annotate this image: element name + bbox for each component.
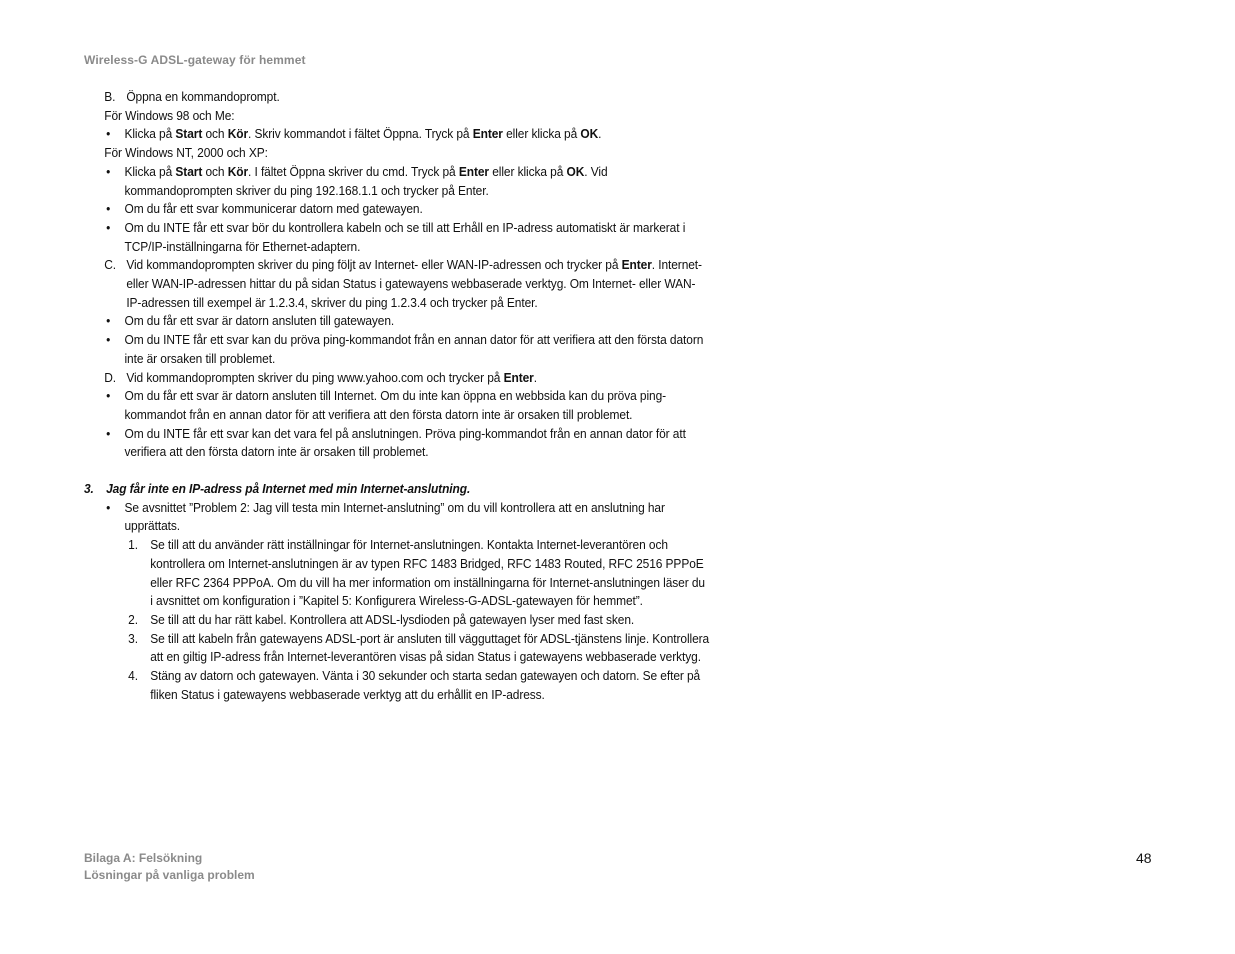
step-marker: B. [104, 89, 116, 104]
page-number: 48 [1136, 850, 1152, 866]
bullet-icon: • [106, 388, 111, 404]
numbered-item [84, 667, 710, 704]
document-body [84, 88, 710, 705]
item-number: 3. [128, 630, 138, 646]
bullet-icon: • [106, 219, 111, 235]
bullet-icon: • [106, 201, 111, 217]
numbered-item [84, 536, 710, 611]
footer-section: Lösningar på vanliga problem [84, 867, 255, 882]
step-d: D. Vid kommandoprompten skriver du ping www.yahoo.com och trycker på Enter. [84, 369, 710, 388]
bullet-icon: • [106, 332, 111, 348]
item-text: Se till att du använder rätt inställningar för Internet-anslutningen. Kontakta Internet-leverantören och kontrollera om Internet-anslutningen är av typen RFC 1483 Bridged, RFC 1483 Routed, RFC 2516 PPPoE eller RFC 2364 PPPoA. Om du vill ha mer information om inställningarna för Internet-anslutningen läser du i avsnittet om konfiguration i ”Kapitel 5: Konfigurera Wireless-G-ADSL-gatewayen för hemmet”. [150, 537, 705, 609]
bullet-icon: • [106, 425, 111, 441]
step-text: Öppna en kommandoprompt. [126, 89, 280, 104]
list-item: • Om du INTE får ett svar kan det vara fel på anslutningen. Pröva ping-kommandot från en annan dator för att verifiera att den första datorn inte är orsaken till problemet. [106, 425, 686, 460]
numbered-item [84, 630, 710, 667]
list-item: • Klicka på Start och Kör. Skriv kommandot i fältet Öppna. Tryck på Enter eller klicka på OK. [84, 125, 710, 144]
spacer [84, 462, 710, 480]
item-text: Se till att kabeln från gatewayens ADSL-port är ansluten till vägguttaget för ADSL-tjänstens linje. Kontrollera att en giltig IP-adress från Internet-leverantören visas på sidan Status i gatewayens webbaserade verktyg. [150, 630, 710, 665]
win98-label: För Windows 98 och Me: [104, 107, 235, 123]
step-marker: D. [104, 369, 117, 385]
section-heading [84, 480, 710, 499]
list-item: • Om du får ett svar är datorn ansluten till Internet. Om du inte kan öppna en webbsida kan du pröva ping-kommandot från en annan dator för att verifiera att den första datorn inte är orsaken till problemet. [106, 388, 667, 422]
item-text: Stäng av datorn och gatewayen. Vänta i 30 sekunder och starta sedan gatewayen och datorn. Se efter på fliken Status i gatewayens webbaserade verktyg att du erhållit en IP-adress. [150, 668, 701, 702]
bullet-icon: • [106, 499, 111, 515]
footer [84, 850, 255, 883]
bullet-icon: • [106, 163, 111, 179]
bullet-icon: • [106, 126, 111, 142]
footer-chapter: Bilaga A: Felsökning [84, 851, 203, 865]
section-number: 3. [84, 481, 94, 497]
item-number: 2. [128, 611, 138, 627]
step-marker: C. [104, 257, 117, 273]
list-item: • Om du INTE får ett svar bör du kontrollera kabeln och se till att Erhåll en IP-adress automatiskt är markerat i TCP/IP-inställningarna för Ethernet-adaptern. [106, 219, 686, 254]
winnt-label: För Windows NT, 2000 och XP: [104, 145, 268, 161]
section-title: Jag får inte en IP-adress på Internet med min Internet-anslutning. [106, 481, 471, 497]
list-item: • Om du INTE får ett svar kan du pröva ping-kommandot från en annan dator för att verifiera att den första datorn inte är orsaken till problemet. [106, 332, 704, 366]
item-number: 4. [128, 668, 138, 684]
list-item: • Se avsnittet ”Problem 2: Jag vill testa min Internet-anslutning” om du vill kontrollera att en anslutning har upprättats. [106, 499, 665, 534]
item-number: 1. [128, 537, 138, 553]
item-text: Se till att du har rätt kabel. Kontrollera att ADSL-lysdioden på gatewayen lyser med fast sken. [150, 611, 635, 627]
numbered-item [84, 611, 710, 630]
step-b [84, 88, 710, 107]
list-item: • Klicka på Start och Kör. I fältet Öppna skriver du cmd. Tryck på Enter eller klicka på OK. Vid kommandoprompten skriver du ping 192.168.1.1 och trycker på Enter. [106, 163, 608, 198]
list-item: • Om du får ett svar är datorn ansluten till gatewayen. [84, 312, 710, 331]
running-header: Wireless-G ADSL-gateway för hemmet [84, 53, 306, 67]
bullet-icon: • [106, 313, 111, 329]
step-c: C. Vid kommandoprompten skriver du ping följt av Internet- eller WAN-IP-adressen och trycker på Enter. Internet- eller WAN-IP-adressen hittar du på sidan Status i gatewayens webbaserade verktyg. Om Internet- eller WAN-IP-adressen till exempel är 1.2.3.4, skriver du ping 1.2.3.4 och trycker på Enter. [104, 257, 702, 310]
list-item: • Om du får ett svar kommunicerar datorn med gatewayen. [84, 200, 710, 219]
